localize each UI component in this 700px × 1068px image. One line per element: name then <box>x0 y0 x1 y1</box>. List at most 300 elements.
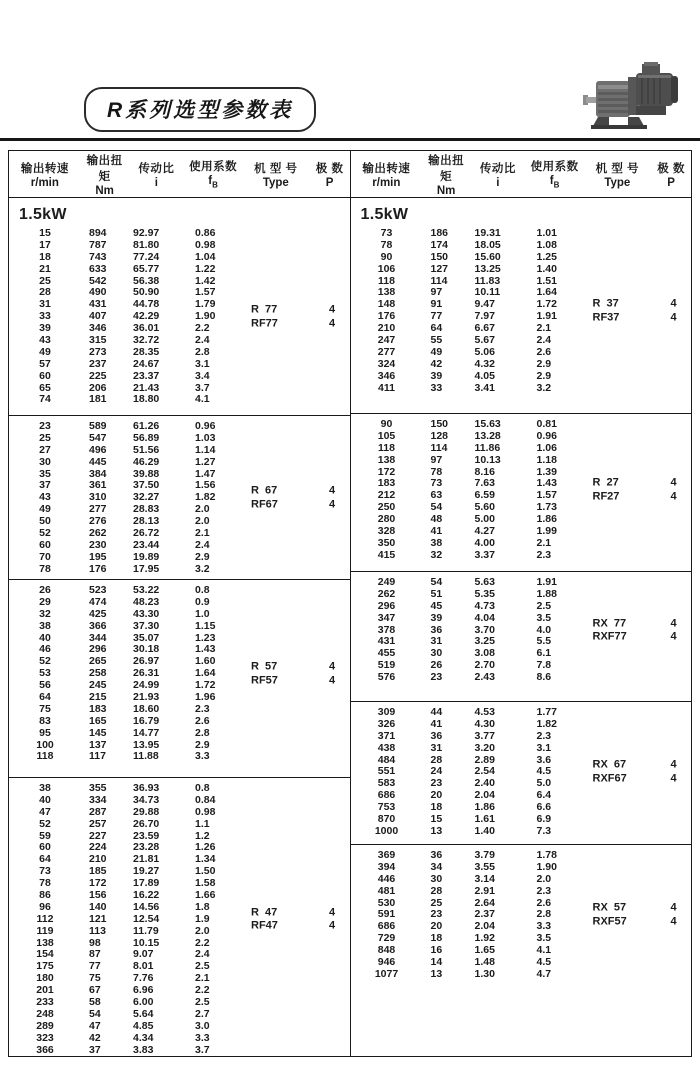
torque-cell: 366 <box>89 619 107 632</box>
ratio-cell: 1.48 <box>474 956 495 969</box>
service-factor-cell: 1.58 <box>195 877 216 890</box>
table-row <box>9 347 350 359</box>
speed-cell: 105 <box>377 429 396 442</box>
speed-cell: 23 <box>39 420 51 432</box>
model-label: RXF67 <box>592 772 627 785</box>
speed-cell: 52 <box>39 655 51 668</box>
speed-cell: 1077 <box>374 967 399 980</box>
ratio-cell: 13.28 <box>474 429 501 442</box>
speed-cell: 481 <box>377 884 396 897</box>
pole-count: 4 <box>670 772 677 785</box>
service-factor-cell: 1.73 <box>536 501 557 514</box>
torque-cell: 127 <box>430 262 449 275</box>
torque-cell: 117 <box>89 750 106 763</box>
model-label: RX 67 <box>592 758 627 771</box>
table-row <box>351 371 692 383</box>
speed-cell: 73 <box>380 227 393 239</box>
torque-cell: 75 <box>89 972 101 985</box>
table-row <box>9 633 350 645</box>
table-row <box>9 949 350 961</box>
table-row <box>9 621 350 633</box>
table-row <box>9 938 350 950</box>
torque-cell: 431 <box>89 298 107 311</box>
model-group <box>9 579 350 777</box>
ratio-cell: 5.64 <box>133 1007 154 1020</box>
column-header-unit: $f_B$ <box>208 175 218 190</box>
speed-cell: 65 <box>39 381 51 394</box>
pole-count: 4 <box>670 758 677 771</box>
service-factor-cell: 1.40 <box>536 262 557 275</box>
model-group <box>9 415 350 579</box>
torque-cell: 589 <box>89 420 107 432</box>
header-divider <box>0 138 700 141</box>
speed-cell: 118 <box>378 274 395 287</box>
ratio-cell: 2.37 <box>474 908 495 921</box>
model-line <box>251 498 350 512</box>
speed-cell: 323 <box>36 1031 54 1044</box>
torque-cell: 265 <box>89 655 107 668</box>
table-row <box>351 538 692 550</box>
ratio-cell: 16.79 <box>133 714 160 727</box>
torque-cell: 51 <box>430 587 443 600</box>
table-row <box>351 383 692 395</box>
service-factor-cell: 5.0 <box>536 777 552 790</box>
ratio-cell: 21.93 <box>133 691 160 704</box>
torque-cell: 174 <box>430 238 449 251</box>
torque-cell: 97 <box>430 286 443 299</box>
model-label: R 77 <box>251 303 278 316</box>
torque-cell: 743 <box>89 250 107 263</box>
ratio-cell: 6.96 <box>133 984 154 997</box>
model-label: RF47 <box>251 919 278 932</box>
speed-cell: 415 <box>377 548 396 561</box>
ratio-cell: 3.08 <box>474 647 495 660</box>
pole-count: 4 <box>670 297 677 310</box>
speed-cell: 296 <box>377 599 396 612</box>
model-label: RXF57 <box>592 915 627 928</box>
service-factor-cell: 1.8 <box>195 900 210 913</box>
ratio-cell: 10.11 <box>474 286 501 299</box>
torque-cell: 41 <box>430 525 443 538</box>
service-factor-cell: 2.6 <box>195 714 210 727</box>
speed-cell: 75 <box>39 702 51 715</box>
ratio-cell: 3.25 <box>474 635 495 648</box>
speed-cell: 154 <box>36 948 54 961</box>
column-header-label: 机 型 号 <box>254 162 298 175</box>
ratio-cell: 14.56 <box>133 900 160 913</box>
ratio-cell: 18.60 <box>133 702 160 715</box>
service-factor-cell: 2.4 <box>195 538 210 551</box>
speed-cell: 250 <box>377 501 396 514</box>
torque-cell: 310 <box>89 491 107 504</box>
ratio-cell: 19.31 <box>474 227 501 239</box>
speed-cell: 60 <box>39 841 51 854</box>
ratio-cell: 10.15 <box>133 936 160 949</box>
speed-cell: 52 <box>39 817 51 830</box>
column-header-unit: i <box>154 176 158 189</box>
speed-cell: 27 <box>39 443 51 456</box>
ratio-cell: 26.70 <box>133 817 160 830</box>
torque-cell: 31 <box>430 635 443 648</box>
model-line <box>593 772 692 786</box>
service-factor-cell: 4.5 <box>536 765 552 778</box>
service-factor-cell: 1.90 <box>195 310 216 323</box>
ratio-cell: 15.63 <box>474 418 501 430</box>
column-header-unit: r/min <box>372 176 401 189</box>
speed-cell: 455 <box>377 647 396 660</box>
column-header-label: 极 数 <box>315 162 344 175</box>
ratio-cell: 11.83 <box>474 274 501 287</box>
column-header-unit: Type <box>604 176 631 189</box>
torque-cell: 224 <box>89 841 107 854</box>
torque-cell: 47 <box>89 1019 101 1032</box>
torque-cell: 42 <box>89 1031 101 1044</box>
service-factor-cell: 2.3 <box>536 729 552 742</box>
table-row <box>9 740 350 752</box>
table-row <box>9 287 350 299</box>
column-header-label: 输出扭矩 <box>86 154 123 183</box>
service-factor-cell: 1.56 <box>195 479 216 492</box>
table-row <box>351 347 692 359</box>
service-factor-cell: 1.51 <box>536 274 557 287</box>
table-right-half <box>350 151 692 1056</box>
ratio-cell: 5.63 <box>474 576 495 588</box>
speed-cell: 138 <box>36 936 54 949</box>
service-factor-cell: 7.8 <box>536 659 552 672</box>
speed-cell: 346 <box>377 369 396 382</box>
speed-cell: 37 <box>39 479 51 492</box>
service-factor-cell: 3.3 <box>195 750 210 763</box>
torque-cell: 140 <box>89 900 107 913</box>
ratio-cell: 51.56 <box>133 443 160 456</box>
torque-cell: 98 <box>89 936 101 949</box>
service-factor-cell: 0.8 <box>195 782 210 794</box>
service-factor-cell: 0.8 <box>195 584 210 596</box>
speed-cell: 25 <box>39 274 51 287</box>
torque-cell: 150 <box>430 418 449 430</box>
table-row <box>351 252 692 264</box>
ratio-cell: 2.91 <box>474 884 495 897</box>
speed-cell: 248 <box>36 1007 54 1020</box>
torque-cell: 28 <box>430 884 443 897</box>
speed-cell: 277 <box>377 345 396 358</box>
pole-count: 4 <box>670 630 677 643</box>
torque-cell: 206 <box>89 381 107 394</box>
model-line <box>251 304 350 318</box>
torque-cell: 23 <box>430 671 443 684</box>
table-row <box>9 692 350 704</box>
pole-count: 4 <box>328 660 336 673</box>
speed-cell: 183 <box>377 477 396 490</box>
speed-cell: 118 <box>36 750 54 763</box>
torque-cell: 542 <box>89 274 107 287</box>
torque-cell: 361 <box>89 479 107 492</box>
torque-cell: 150 <box>430 250 449 263</box>
column-header-label: 输出转速 <box>20 162 69 175</box>
service-factor-cell: 3.3 <box>195 1031 210 1044</box>
model-line <box>593 915 692 929</box>
torque-cell: 227 <box>89 829 107 842</box>
service-factor-cell: 1.18 <box>536 453 557 466</box>
torque-cell: 30 <box>430 647 443 660</box>
speed-cell: 112 <box>36 912 54 925</box>
model-group <box>9 777 350 1056</box>
table-row <box>9 961 350 973</box>
service-factor-cell: 3.1 <box>536 741 552 754</box>
speed-cell: 576 <box>377 671 396 684</box>
service-factor-cell: 1.43 <box>195 643 216 656</box>
service-factor-cell: 2.5 <box>536 599 552 612</box>
pole-count: 4 <box>328 674 336 687</box>
torque-cell: 186 <box>430 227 449 239</box>
ratio-cell: 5.67 <box>474 334 495 347</box>
speed-cell: 289 <box>36 1019 54 1032</box>
speed-cell: 64 <box>39 691 51 704</box>
service-factor-cell: 1.08 <box>536 238 557 251</box>
speed-cell: 394 <box>377 860 396 873</box>
service-factor-cell: 2.6 <box>536 896 552 909</box>
speed-cell: 40 <box>39 631 51 644</box>
ratio-cell: 12.54 <box>133 912 160 925</box>
ratio-cell: 18.05 <box>474 238 501 251</box>
column-header <box>470 151 526 197</box>
table-row <box>351 550 692 562</box>
torque-cell: 346 <box>89 322 107 335</box>
table-row <box>9 394 350 406</box>
torque-cell: 67 <box>89 984 101 997</box>
speed-cell: 64 <box>39 853 51 866</box>
model-label: RX 57 <box>592 901 627 914</box>
torque-cell: 41 <box>430 717 443 730</box>
model-group <box>351 413 692 571</box>
ratio-cell: 56.89 <box>133 431 160 444</box>
speed-cell: 38 <box>39 782 51 794</box>
table-row <box>9 445 350 457</box>
ratio-cell: 1.30 <box>474 967 495 980</box>
table-row <box>351 660 692 672</box>
table-row <box>9 751 350 763</box>
speed-cell: 33 <box>39 310 51 323</box>
torque-cell: 28 <box>430 753 443 766</box>
service-factor-cell: 1.25 <box>536 250 557 263</box>
speed-cell: 350 <box>377 536 396 549</box>
speed-cell: 431 <box>377 635 396 648</box>
ratio-cell: 5.60 <box>474 501 495 514</box>
group-rows <box>351 707 692 838</box>
table-row <box>351 455 692 467</box>
torque-cell: 15 <box>430 813 443 826</box>
service-factor-cell: 2.1 <box>536 536 552 549</box>
service-factor-cell: 3.5 <box>536 611 552 624</box>
torque-cell: 97 <box>430 453 443 466</box>
service-factor-cell: 2.4 <box>536 334 552 347</box>
speed-cell: 201 <box>36 984 54 997</box>
table-row <box>9 335 350 347</box>
pole-count: 4 <box>328 303 336 316</box>
ratio-cell: 3.55 <box>474 860 495 873</box>
torque-cell: 36 <box>430 849 443 861</box>
speed-cell: 172 <box>377 465 396 478</box>
model-label: RXF77 <box>592 630 627 643</box>
torque-cell: 145 <box>89 726 107 739</box>
torque-cell: 245 <box>89 679 107 692</box>
torque-cell: 55 <box>430 334 443 347</box>
torque-cell: 273 <box>89 345 107 358</box>
table-row <box>9 252 350 264</box>
table-row <box>9 516 350 528</box>
torque-cell: 23 <box>430 908 443 921</box>
model-label: RF27 <box>592 490 620 503</box>
table-row <box>9 585 350 597</box>
torque-cell: 18 <box>430 932 443 945</box>
table-row <box>351 431 692 443</box>
service-factor-cell: 1.90 <box>536 860 557 873</box>
pole-count: 4 <box>670 490 677 503</box>
service-factor-cell: 1.99 <box>536 525 557 538</box>
speed-cell: 175 <box>36 960 54 973</box>
table-row <box>351 443 692 455</box>
service-factor-cell: 2.9 <box>536 369 552 382</box>
speed-cell: 106 <box>377 262 396 275</box>
ratio-cell: 2.54 <box>474 765 495 778</box>
speed-cell: 57 <box>39 357 51 370</box>
ratio-cell: 46.29 <box>133 455 160 468</box>
torque-cell: 36 <box>430 729 443 742</box>
pole-count: 4 <box>328 919 336 932</box>
torque-cell: 334 <box>89 793 107 806</box>
ratio-cell: 28.13 <box>133 515 160 528</box>
speed-cell: 371 <box>377 729 396 742</box>
ratio-cell: 23.59 <box>133 829 160 842</box>
torque-cell: 31 <box>430 741 443 754</box>
torque-cell: 39 <box>430 369 443 382</box>
model-type-block <box>251 661 350 688</box>
service-factor-cell: 1.1 <box>195 817 210 830</box>
speed-cell: 52 <box>39 527 51 540</box>
service-factor-cell: 1.43 <box>536 477 557 490</box>
table-row <box>351 862 692 874</box>
table-row <box>9 228 350 240</box>
ratio-cell: 17.95 <box>133 562 160 575</box>
ratio-cell: 6.67 <box>474 322 495 335</box>
ratio-cell: 2.64 <box>474 896 495 909</box>
power-rating-label: 1.5kW <box>19 206 67 223</box>
ratio-cell: 21.81 <box>133 853 160 866</box>
torque-cell: 73 <box>430 477 443 490</box>
speed-cell: 309 <box>377 706 396 718</box>
column-header-label: 输出转速 <box>362 162 411 175</box>
torque-cell: 20 <box>430 920 443 933</box>
model-group <box>351 571 692 701</box>
speed-cell: 49 <box>39 503 51 516</box>
torque-cell: 262 <box>89 527 107 540</box>
speed-cell: 39 <box>39 322 51 335</box>
table-row <box>9 704 350 716</box>
torque-cell: 78 <box>430 465 443 478</box>
torque-cell: 14 <box>430 956 443 969</box>
speed-cell: 86 <box>39 889 51 902</box>
table-row <box>9 997 350 1009</box>
ratio-cell: 21.43 <box>133 381 160 394</box>
ratio-cell: 6.00 <box>133 996 154 1009</box>
model-label: RF57 <box>251 674 278 687</box>
torque-cell: 77 <box>430 310 443 323</box>
torque-cell: 32 <box>430 548 443 561</box>
service-factor-cell: 2.3 <box>536 884 552 897</box>
speed-cell: 366 <box>36 1043 54 1056</box>
torque-cell: 633 <box>89 262 107 275</box>
service-factor-cell: 1.04 <box>195 250 216 263</box>
ratio-cell: 2.04 <box>474 789 495 802</box>
service-factor-cell: 1.82 <box>195 491 216 504</box>
service-factor-cell: 1.42 <box>195 274 216 287</box>
table-row <box>351 886 692 898</box>
model-group <box>351 844 692 1056</box>
ratio-cell: 23.28 <box>133 841 160 854</box>
torque-cell: 490 <box>89 286 107 299</box>
ratio-cell: 32.27 <box>133 491 160 504</box>
service-factor-cell: 2.3 <box>536 548 552 561</box>
service-factor-cell: 1.64 <box>195 667 216 680</box>
speed-cell: 74 <box>39 393 51 406</box>
torque-cell: 257 <box>89 817 107 830</box>
ratio-cell: 3.20 <box>474 741 495 754</box>
table-row <box>9 264 350 276</box>
service-factor-cell: 1.91 <box>536 310 557 323</box>
ratio-cell: 26.97 <box>133 655 160 668</box>
table-row <box>9 1045 350 1056</box>
table-row <box>351 707 692 719</box>
table-row <box>9 783 350 795</box>
torque-cell: 23 <box>430 777 443 790</box>
service-factor-cell: 1.39 <box>536 465 557 478</box>
speed-cell: 1000 <box>374 824 399 837</box>
torque-cell: 384 <box>89 467 107 480</box>
service-factor-cell: 0.98 <box>195 805 216 818</box>
ratio-cell: 26.72 <box>133 527 160 540</box>
torque-cell: 13 <box>430 824 443 837</box>
speed-cell: 29 <box>39 595 51 608</box>
speed-cell: 38 <box>39 619 51 632</box>
service-factor-cell: 2.2 <box>195 984 210 997</box>
torque-cell: 547 <box>89 431 107 444</box>
speed-cell: 753 <box>377 801 396 814</box>
torque-cell: 165 <box>89 714 107 727</box>
service-factor-cell: 1.50 <box>195 865 216 878</box>
model-label: RX 77 <box>592 617 627 629</box>
column-header-label: 传动比 <box>138 162 175 175</box>
table-header <box>351 151 692 198</box>
table-row <box>9 359 350 371</box>
speed-cell: 519 <box>377 659 396 672</box>
page-title: R系列选型参数表 <box>84 87 316 132</box>
ratio-cell: 26.31 <box>133 667 160 680</box>
service-factor-cell: 2.8 <box>195 345 210 358</box>
table-row <box>351 335 692 347</box>
torque-cell: 87 <box>89 948 101 961</box>
ratio-cell: 3.79 <box>474 849 495 861</box>
ratio-cell: 7.97 <box>474 310 495 323</box>
parameter-table <box>8 150 692 1057</box>
speed-cell: 25 <box>39 431 51 444</box>
ratio-cell: 43.30 <box>133 607 160 620</box>
pole-count: 4 <box>670 915 677 928</box>
service-factor-cell: 6.6 <box>536 801 552 814</box>
speed-cell: 446 <box>377 872 396 885</box>
torque-cell: 45 <box>430 599 443 612</box>
service-factor-cell: 1.14 <box>195 443 216 456</box>
model-line <box>593 490 692 504</box>
